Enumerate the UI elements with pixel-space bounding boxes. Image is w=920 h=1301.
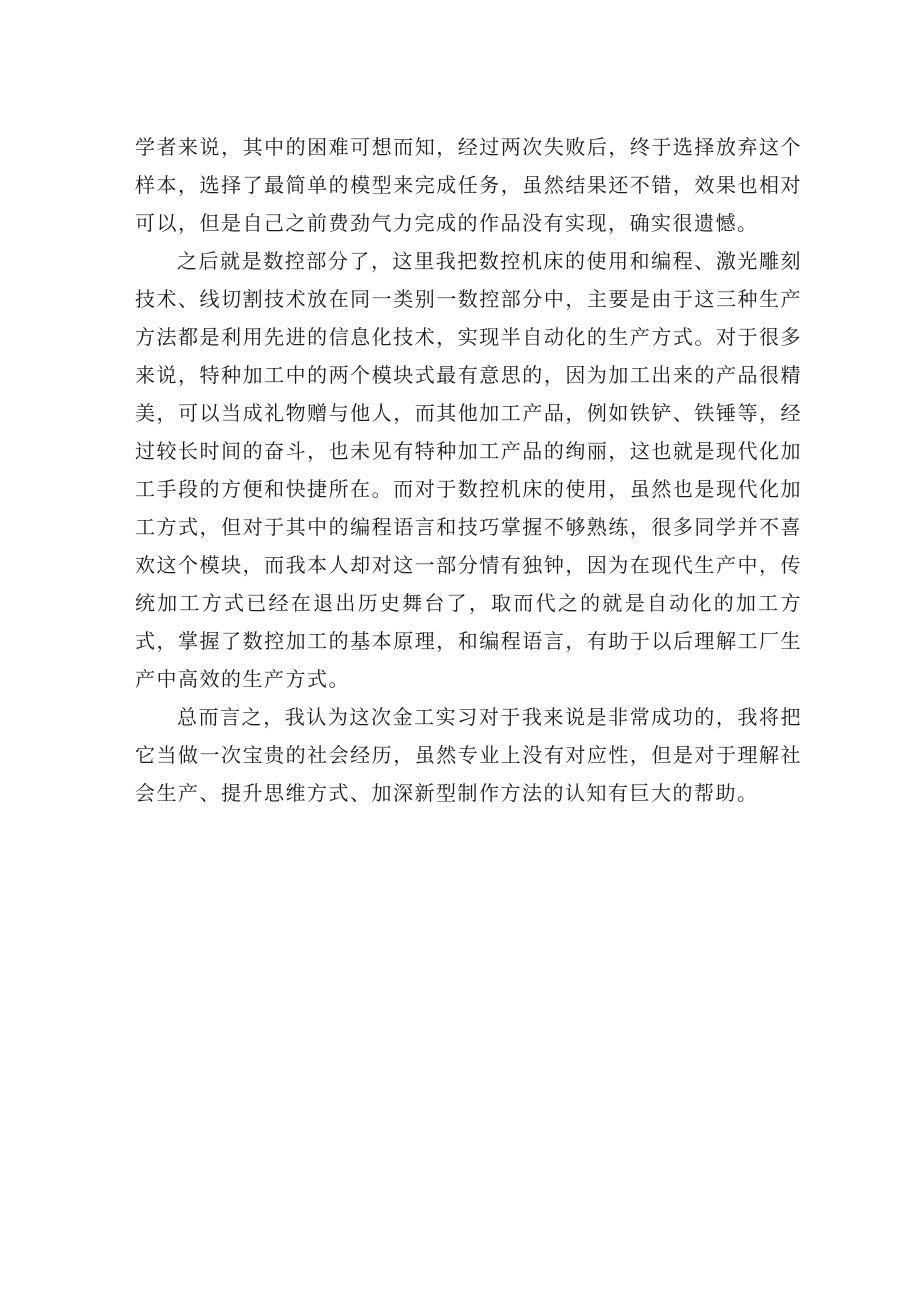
- paragraph-continuation: 学者来说，其中的困难可想而知，经过两次失败后，终于选择放弃这个样本，选择了最简单的模型来完成任务，虽然结果还不错，效果也相对可以，但是自己之前费劲气力完成的作品没有实现，确实很遗憾。: [135, 135, 802, 235]
- paragraph-conclusion: 总而言之，我认为这次金工实习对于我来说是非常成功的，我将把它当做一次宝贵的社会经历，虽然专业上没有对应性，但是对于理解社会生产、提升思维方式、加深新型制作方法的认知有巨大的帮助。: [135, 705, 802, 805]
- paragraph-cnc-section: 之后就是数控部分了，这里我把数控机床的使用和编程、激光雕刻技术、线切割技术放在同一类别一数控部分中，主要是由于这三种生产方法都是利用先进的信息化技术，实现半自动化的生产方式。对于很多来说，特种加工中的两个模块式最有意思的，因为加工出来的产品很精美，可以当成礼物赠与他人，而其他加工产品，例如铁铲、铁锤等，经过较长时间的奋斗，也未见有特种加工产品的绚丽，这也就是现代化加工手段的方便和快捷所在。而对于数控机床的使用，虽然也是现代化加工方式，但对于其中的编程语言和技巧掌握不够熟练，很多同学并不喜欢这个模块，而我本人却对这一部分情有独钟，因为在现代生产中，传统加工方式已经在退出历史舞台了，取而代之的就是自动化的加工方式，掌握了数控加工的基本原理，和编程语言，有助于以后理解工厂生产中高效的生产方式。: [135, 249, 802, 691]
